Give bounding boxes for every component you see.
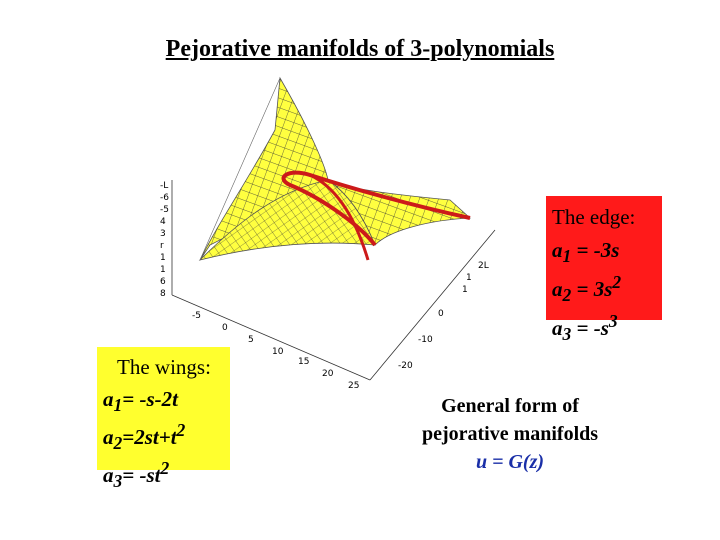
tick-label: 1	[462, 285, 468, 295]
wings-equation-1: $a_1= -s-2t$	[103, 387, 178, 416]
tick-label: -10	[418, 335, 433, 345]
tick-label: -6	[160, 193, 169, 203]
tick-label: 3	[160, 229, 166, 239]
general-line-2: pejorative manifolds	[421, 423, 599, 445]
tick-label: 4	[160, 217, 166, 227]
edge-equation-2: $a_2 = 3s^2$	[552, 272, 622, 306]
tick-label: 5	[248, 335, 254, 345]
tick-label: 1	[466, 273, 472, 283]
wings-equation-2: $a_2=2st+t^2$	[103, 420, 186, 454]
edge-equation-3: $a_3 = -s^3$	[552, 311, 618, 345]
page-title: Pejorative manifolds of 3-polynomials	[165, 36, 555, 62]
tick-label: 20	[322, 369, 334, 379]
tick-label: -5	[160, 205, 169, 215]
tick-label: 0	[438, 309, 444, 319]
edge-heading: The edge:	[552, 205, 636, 229]
tick-label: 8	[160, 289, 166, 299]
tick-label: -5	[192, 311, 201, 321]
general-line-1: General form of	[441, 395, 579, 417]
tick-label: -L	[160, 181, 169, 191]
wings-equation-3: $a_3= -st^2$	[103, 458, 170, 492]
tick-label: -20	[398, 361, 413, 371]
general-formula: u = G(z)	[475, 451, 545, 473]
tick-label: 0	[222, 323, 228, 333]
tick-label: 2L	[478, 261, 489, 271]
tick-label: r	[160, 241, 164, 251]
tick-label: 10	[272, 347, 284, 357]
right-axis-ticks	[398, 261, 489, 371]
tick-label: 1	[160, 253, 166, 263]
wings-box	[97, 347, 230, 492]
edge-equation-1: $a_1 = -3s$	[552, 238, 620, 267]
wing-surface	[200, 78, 470, 260]
left-axis-ticks	[160, 181, 169, 299]
tick-label: 6	[160, 277, 166, 287]
general-form-caption	[390, 392, 630, 476]
wings-heading: The wings:	[117, 355, 211, 379]
tick-label: 1	[160, 265, 166, 275]
edge-box	[546, 196, 662, 345]
tick-label: 25	[348, 381, 360, 391]
tick-label: 15	[298, 357, 310, 367]
